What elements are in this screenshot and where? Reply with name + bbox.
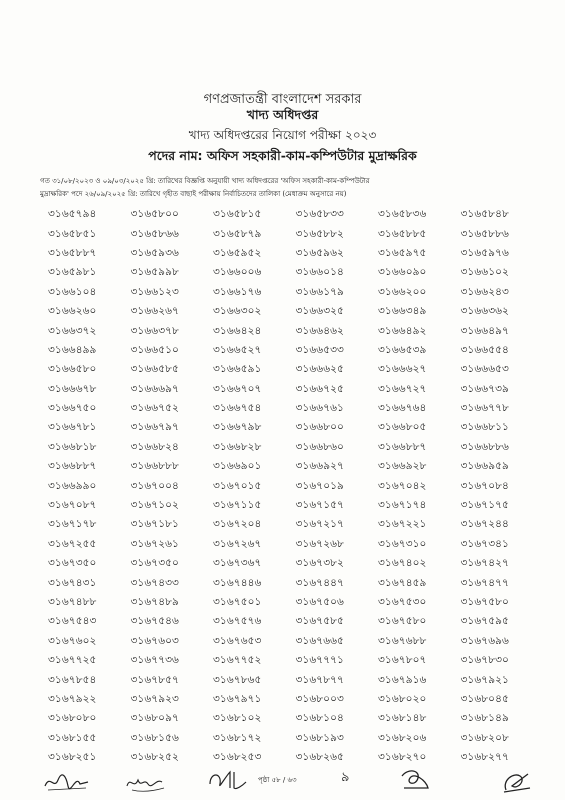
roll-number: ৩১৬৭৪৮৯ [130,596,179,608]
roll-row [48,361,543,380]
roll-number: ৩১৬৭৩৬৭ [213,557,262,570]
roll-number: ৩১৬৬০১৪ [295,266,344,279]
roll-number: ৩১৬৬৮৮৮ [130,460,179,473]
notice-line: গত ৩১/০৮/২০২৩ ও ০৯/০৩/২০২৫ খ্রি: তারিখের বিজ্ঞপ্তি অনুযায়ী খাদ্য অধিদপ্তরের 'অফিস সহকারী-কাম-কম্পিউটার [40,177,370,185]
roll-number: ৩১৬৭৫৭৬ [213,615,262,628]
roll-number: ৩১৬৫৯৫২ [213,246,262,259]
roll-number: ৩১৬৬৬৫৩ [460,363,509,376]
roll-number: ৩১৬৭৯২১ [460,673,509,686]
roll-number: ৩১৬৫৮৩৩ [295,208,344,221]
roll-number: ৩১৬৮১৫৬ [130,731,179,744]
roll-row [48,594,543,613]
roll-row [48,730,543,749]
roll-number: ৩১৬৭৮৭৭ [295,673,344,686]
roll-row [48,613,543,632]
notice-line: মুদ্রাক্ষরিক' পদে ২৬/০৯/২০২৫ খ্রি: তারিখে গৃহীত বাছাই পরীক্ষায় নির্বাচিতদের তালিকা (মেধাক্রম অনুসারে নয়) [40,190,347,198]
roll-number: ৩১৬৬৮৮৭ [48,460,97,473]
roll-number: ৩১৬৮১০২ [213,712,262,725]
roll-number: ৩১৬৭৫৩০ [378,596,427,608]
roll-number: ৩১৬৭৯২৩ [130,692,179,705]
department-title: খাদ্য অধিদপ্তর [246,107,319,122]
roll-row [48,439,543,458]
roll-number: ৩১৬৬৮০০ [295,421,344,434]
roll-number: ৩১৬৫৮৭৯ [213,227,262,240]
roll-number: ৩১৬৭০৪২ [378,479,427,492]
roll-number: ৩১৬৫৮৮৭ [48,246,97,259]
roll-number: ৩১৬৬৭২৫ [295,382,344,395]
roll-number: ৩১৬৬১০২ [460,266,509,279]
roll-number: ৩১৬৫৮৪৮ [460,208,509,221]
roll-number: ৩১৬৭১১৫ [213,499,262,512]
roll-number: ৩১৬৬৩০২ [213,305,262,318]
roll-number: ৩১৬৫৯৯৮ [130,266,179,279]
roll-number: ৩১৬৬৭৯৮ [213,421,262,434]
roll-row [48,691,543,710]
roll-number: ৩১৬৭৫৪৬ [130,615,179,628]
roll-number: ৩১৬৬৩২৫ [295,305,344,318]
roll-number: ৩১৬৭৪৭৭ [460,576,509,589]
roll-number: ৩১৬৭১৭৫ [460,499,509,512]
roll-number: ৩১৬৬২৪৩ [460,285,509,298]
roll-number: ৩১৬৬৮১৮ [48,440,97,453]
page-number: পৃষ্ঠা ৫৮ / ৬৩ [258,776,297,784]
roll-number: ৩১৬৭৯১৬ [378,673,427,686]
roll-number: ৩১৬৬৭৮১ [48,421,97,434]
roll-number: ৩১৬৫৯৭৬ [460,246,509,259]
roll-number: ৩১৬৭৬০২ [48,634,97,647]
signature-3 [206,768,250,794]
roll-number: ৩১৬৬৮২৮ [213,440,262,453]
roll-row [48,206,543,225]
roll-number: ৩১৬৮০৪৫ [460,692,509,705]
roll-row [48,400,543,419]
notice-text [40,175,530,201]
roll-number: ৩১৬৬৭৫৪ [213,402,262,415]
roll-row [48,671,543,690]
post-name: পদের নাম: অফিস সহকারী-কাম-কম্পিউটার মুদ্রাক্ষরিক [148,148,417,163]
roll-number: ৩১৬৭৩১০ [378,537,427,550]
roll-number: ৩১৬৬৯২৭ [295,460,344,473]
roll-number: ৩১৬৬৭৬৪ [378,402,427,415]
roll-number: ৩১৬৭৫৮৫ [295,615,344,628]
roll-number: ৩১৬৭৯৭১ [213,692,262,705]
roll-number: ৩১৬৭৩৮২ [295,557,344,570]
roll-number: ৩১৬৭৩৫০ [130,557,179,570]
roll-number: ৩১৬৫৮৬৬ [130,227,179,240]
roll-number: ৩১৬৮২০৬ [378,731,427,744]
roll-number: ৩১৬৬৫৮৫ [130,363,179,376]
roll-number: ৩১৬৬৩৪৯ [378,305,427,318]
roll-number: ৩১৬৭৭৩৬ [130,654,179,667]
roll-number: ৩১৬৭৪২৭ [460,557,509,570]
roll-number: ৩১৬৭৭৭১ [295,654,344,667]
roll-number: ৩১৬৭৫০৬ [295,596,344,608]
roll-number: ৩১৬৬৯২৮ [378,460,427,473]
roll-number: ৩১৬৭৫৪৩ [48,615,97,628]
roll-number: ৩১৬৬৬২৫ [295,363,344,376]
roll-number: ৩১৬৬১৭৬ [213,285,262,298]
roll-number: ৩১৬৭৮৬৫ [213,673,262,686]
roll-number: ৩১৬৬২৬৭ [130,305,179,318]
roll-number: ৩১৬৭৫৯৫ [460,615,509,628]
roll-row [48,458,543,477]
roll-number: ৩১৬৭১৭৪ [378,499,427,512]
roll-number: ৩১৬৮১৪৮ [378,712,427,725]
roll-number: ৩১৬৭৫০১ [213,596,262,608]
roll-number: ৩১৬৬১২৩ [130,285,179,298]
roll-number: ৩১৬৬৩৭৮ [130,324,179,337]
roll-number: ৩১৬৭৮৫৪ [48,673,97,686]
roll-number: ৩১৬৭৬৫৩ [213,634,262,647]
roll-number: ৩১৬৬৭২৭ [378,382,427,395]
roll-number: ৩১৬৭৩৫০ [48,557,97,570]
roll-number: ৩১৬৭২৪৪ [460,518,509,531]
roll-number: ৩১৬৬৮৮৬ [460,440,509,453]
roll-number: ৩১৬৬৮৮৭ [378,440,427,453]
roll-number: ৩১৬৬২০০ [378,285,427,298]
roll-number: ৩১৬৭২৬১ [130,537,179,550]
roll-row [48,516,543,535]
roll-number: ৩১৬৬৭০৭ [213,382,262,395]
roll-number: ৩১৬৮২৫৩ [213,751,262,764]
roll-number: ৩১৬৬৬২৭ [378,363,427,376]
roll-number: ৩১৬৭২৬৮ [295,537,344,550]
roll-number: ৩১৬৬৫৯১ [213,363,262,376]
roll-number: ৩১৬৮০০৩ [295,692,344,705]
roll-number: ৩১৬৭৭৫২ [213,654,262,667]
page-mark: ৯ [341,770,350,785]
roll-number: ৩১৬৬৭৩৯ [460,382,509,395]
roll-number: ৩১৬৬৭৫২ [130,402,179,415]
roll-number: ৩১৬৫৮৫১ [48,227,97,240]
roll-number: ৩১৬৫৯৩৬ [130,246,179,259]
roll-number: ৩১৬৭৩৪১ [460,537,509,550]
roll-number: ৩১৬৫৭৯৪ [48,208,97,221]
roll-number: ৩১৬৬৩৭২ [48,324,97,337]
roll-number: ৩১৬৬১০৪ [48,285,97,298]
roll-number: ৩১৬৭৮৫৭ [130,673,179,686]
roll-number: ৩১৬৭২০৪ [213,518,262,531]
roll-number: ৩১৬৮২৭০ [378,751,427,764]
roll-number: ৩১৬৬৪৯২ [378,324,427,337]
roll-number: ৩১৬৭১৭৮ [48,518,97,531]
roll-number: ৩১৬৭৪৩৩ [130,576,179,589]
roll-number: ৩১৬৭২২১ [378,518,427,531]
roll-number: ৩১৬৭২৫৫ [48,537,97,550]
roll-row [48,633,543,652]
roll-number: ৩১৬৭৪৫৯ [378,576,427,589]
roll-row [48,245,543,264]
roll-row [48,574,543,593]
roll-number: ৩১৬৮১৫৫ [48,731,97,744]
government-title: গণপ্রজাতন্ত্রী বাংলাদেশ সরকার [203,92,362,107]
roll-number: ৩১৬৭৫৮০ [378,615,427,628]
roll-row [48,419,543,438]
roll-number: ৩১৬৬২৬০ [48,305,97,318]
roll-number: ৩১৬৫৮৮৫ [378,227,427,240]
roll-number: ৩১৬৮১৭২ [213,731,262,744]
roll-number: ৩১৬৬৮০৫ [378,421,427,434]
roll-number: ৩১৬৬৪৯৯ [48,343,97,356]
roll-number: ৩১৬৬৮২৪ [130,440,179,453]
roll-number: ৩১৬৬৭৭৮ [460,402,509,415]
roll-number: ৩১৬৭৮০৭ [378,654,427,667]
roll-number: ৩১৬৬৫২৭ [213,343,262,356]
roll-number: ৩১৬৮০৮০ [48,712,97,725]
roll-number: ৩১৬৮০২০ [378,692,427,705]
roll-number: ৩১৬৭৪৩১ [48,576,97,589]
roll-number: ৩১৬৬৬৭৮ [48,382,97,395]
roll-number: ৩১৬৭০৮৪ [460,479,509,492]
roll-number: ৩১৬৬৫৮০ [48,363,97,376]
roll-row [48,303,543,322]
roll-number: ৩১৬৫৮০০ [130,208,179,221]
exam-title: খাদ্য অধিদপ্তরের নিয়োগ পরীক্ষা ২০২৩ [188,128,377,142]
roll-number: ৩১৬৬৯০১ [213,460,262,473]
roll-number: ৩১৬৬৮১১ [460,421,509,434]
roll-number: ৩১৬৫৮৩৬ [378,208,427,221]
signature-2 [124,772,168,794]
roll-number: ৩১৬৮০৯৭ [130,712,179,725]
roll-number: ৩১৬৭২৬৭ [213,537,262,550]
roll-row [48,381,543,400]
roll-number: ৩১৬৫৮৮৬ [460,227,509,240]
roll-number: ৩১৬৭৪৪৭ [295,576,344,589]
roll-row [48,225,543,244]
roll-number: ৩১৬৬৮৬০ [295,440,344,453]
roll-number: ৩১৬৬৯৯০ [48,479,97,492]
signature-1 [42,770,92,794]
roll-number: ৩১৬৬৪৯৭ [460,324,509,337]
roll-row [48,284,543,303]
roll-row [48,652,543,671]
roll-number: ৩১৬৬৪২৪ [213,324,262,337]
roll-number: ৩১৬৬৩৬২ [460,305,509,318]
roll-number: ৩১৬৫৯৭৫ [378,246,427,259]
roll-number: ৩১৬৫৯৮১ [48,266,97,279]
roll-number: ৩১৬৬৬৯৭ [130,382,179,395]
roll-number: ৩১৬৫৯৬২ [295,246,344,259]
roll-number: ৩১৬৫৮১৫ [213,208,262,221]
roll-number: ৩১৬৭৪৪৬ [213,576,262,589]
roll-number: ৩১৬৮১৪৯ [460,712,509,725]
roll-row [48,322,543,341]
roll-number: ৩১৬৭৮৩০ [460,654,509,667]
roll-row [48,710,543,729]
roll-number: ৩১৬৭৪০২ [378,557,427,570]
roll-number: ৩১৬৬৫৩৯ [378,343,427,356]
roll-number: ৩১৬৮২০৮ [460,731,509,744]
roll-number: ৩১৬৬৪৬২ [295,324,344,337]
roll-number: ৩১৬৬৫১০ [130,343,179,356]
roll-row [48,477,543,496]
roll-number: ৩১৬৫৮৮২ [295,227,344,240]
roll-number: ৩১৬৭৬৮৮ [378,634,427,647]
roll-number: ৩১৬৮১৯৩ [295,731,344,744]
roll-row [48,342,543,361]
roll-number: ৩১৬৭৬৬৫ [295,634,344,647]
roll-number: ৩১৬৮২৫২ [130,751,179,764]
roll-number: ৩১৬৮২৬৫ [295,751,344,764]
roll-number: ৩১৬৭১৫৭ [295,499,344,512]
roll-number: ৩১৬৭৭২৫ [48,654,97,667]
roll-number: ৩১৬৭৯২২ [48,692,97,705]
roll-number: ৩১৬৭৬০৩ [130,634,179,647]
roll-number: ৩১৬৭০১৫ [213,479,262,492]
roll-number: ৩১৬৭৬৯৬ [460,634,509,647]
roll-number: ৩১৬৭০৮৭ [48,499,97,512]
roll-number: ৩১৬৬৫৫৪ [460,343,509,356]
roll-number: ৩১৬৭০০৪ [130,479,179,492]
signature-4 [398,766,432,794]
roll-number: ৩১৬৬৫৩৩ [295,343,344,356]
roll-number: ৩১৬৭১৮১ [130,518,179,531]
roll-number: ৩১৬৭১০২ [130,499,179,512]
roll-number: ৩১৬৭০১৯ [295,479,344,492]
roll-number: ৩১৬৭৫৮০ [460,596,509,608]
roll-number: ৩১৬৬৭৯৭ [130,421,179,434]
roll-row [48,555,543,574]
roll-number: ৩১৬৬০০৬ [213,266,262,279]
roll-number: ৩১৬৮২৫১ [48,751,97,764]
roll-number: ৩১৬৬৭৫০ [48,402,97,415]
signature-5 [498,766,534,796]
roll-row [48,497,543,516]
roll-number: ৩১৬৬৯৫৯ [460,460,509,473]
roll-number: ৩১৬৮২৭৭ [460,751,509,764]
roll-row [48,536,543,555]
roll-number-grid [48,206,543,768]
roll-number: ৩১৬৭৪৮৮ [48,596,97,608]
roll-number: ৩১৬৬১৭৯ [295,285,344,298]
roll-number: ৩১৬৬০৯০ [378,266,427,279]
roll-number: ৩১৬৮১০৪ [295,712,344,725]
roll-number: ৩১৬৭২১৭ [295,518,344,531]
roll-row [48,264,543,283]
roll-number: ৩১৬৬৭৬১ [295,402,344,415]
